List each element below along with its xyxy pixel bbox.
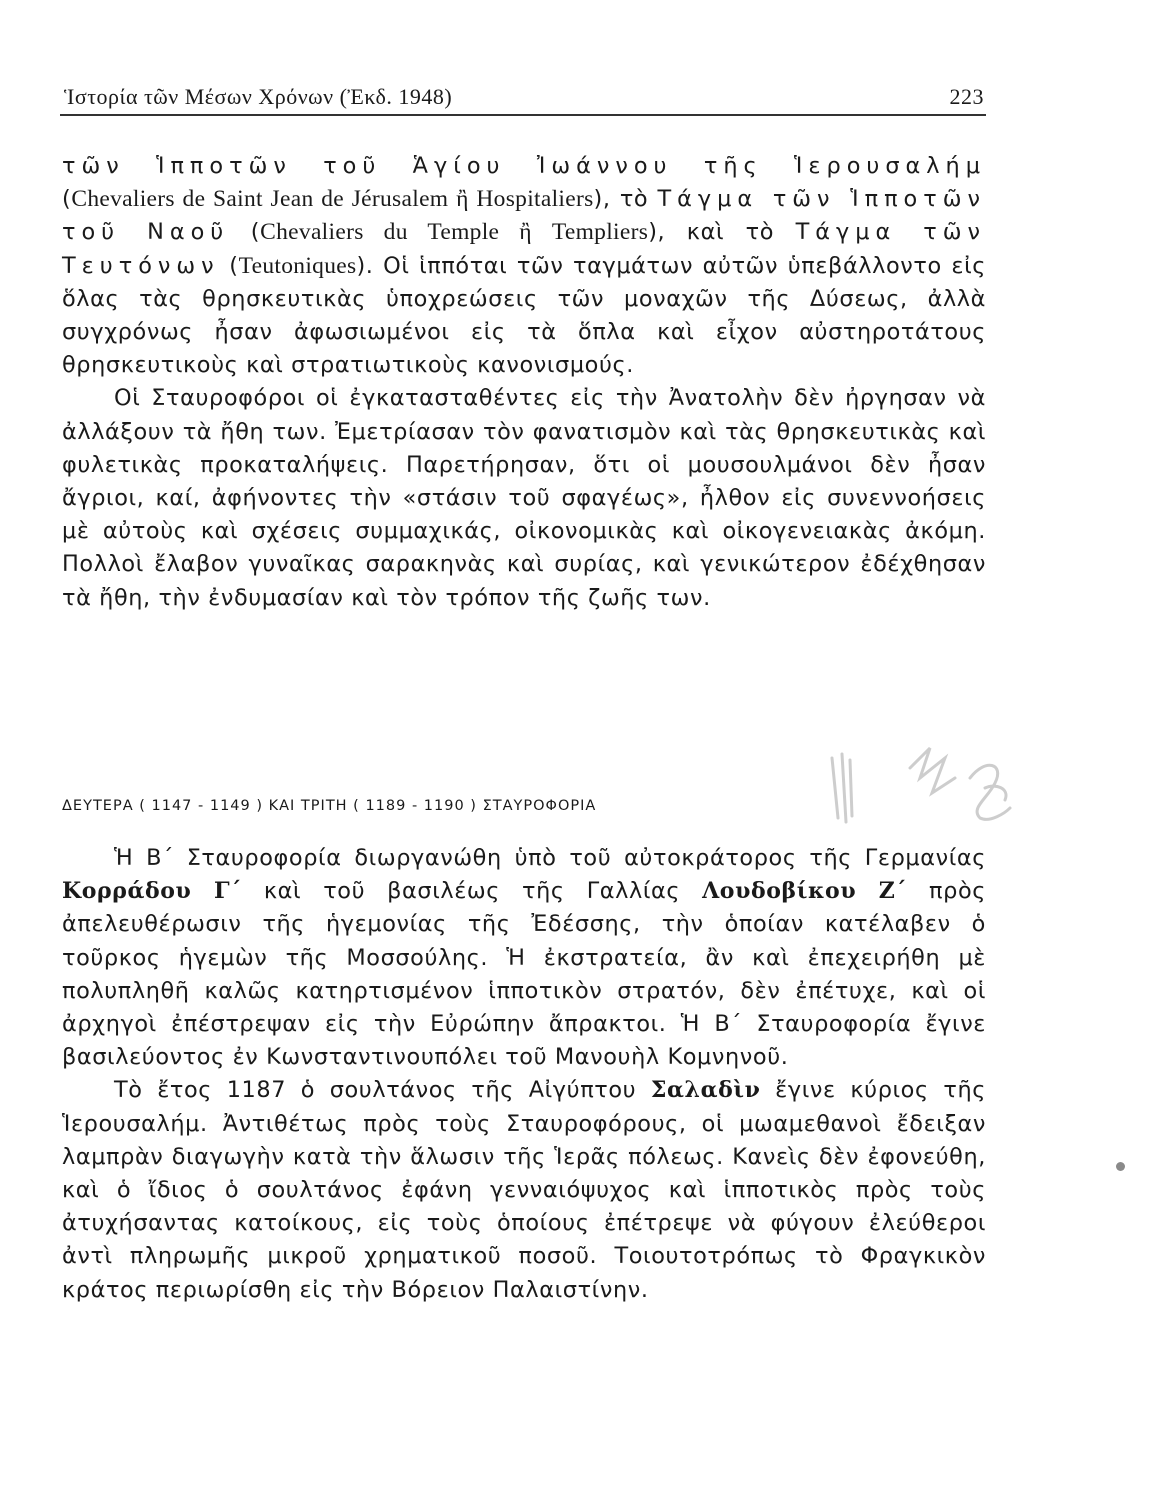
pencil-smudge-mark <box>820 738 1020 828</box>
paragraph-text: πρὸς ἀπελευθέρωσιν τῆς ἡγεμονίας τῆς Ἐδέσσης, τὴν ὁποίαν κατέλαβεν ὁ τοῦρκος ἡγεμὼν τῆς Μοσσούλης. Ἡ ἐκστρατεία, ἂν καὶ ἐπεχειρήθη μὲ πολυπληθῆ καλῶς κατηρτισμένον ἱππoτικὸν στρατόν, δὲν ἐπέτυχε, καὶ οἱ ἀρχηγοὶ ἐπέστρεψαν εἰς τὴν Εὐρώπην ἄπρακτοι. Ἡ Β΄ Σταυροφορία ἔγινε βασιλεύοντος ἐν Κωνσταντινουπόλει τοῦ Μανουὴλ Κομνηνοῦ. <box>62 878 986 1071</box>
section-heading: ΔΕΥΤΕΡΑ ( 1147 - 1149 ) ΚΑΙ ΤΡΙΤΗ ( 1189 - 1190 ) ΣΤΑΥΡΟΦΟΡΙΑ <box>62 798 597 814</box>
page-header <box>60 84 986 116</box>
order-teutonic-greek: Τάγμα τῶν Τευτόνων <box>62 219 986 279</box>
order-hospitallers-french: Chevaliers de Saint Jean de Jérusalem ἢ Hospitaliers <box>71 186 594 213</box>
page-number: 223 <box>949 84 984 109</box>
name-louis: Λουδοβίκου Ζ΄ <box>702 878 908 905</box>
text-block-upper <box>62 150 986 615</box>
order-templars-french: Chevaliers du Temple ἢ Templiers <box>260 219 649 246</box>
paragraph-orders <box>62 150 986 382</box>
paragraph-text: Τὸ ἔτος 1187 ὁ σουλτάνος τῆς Αἰγύπτου <box>114 1077 651 1104</box>
paren-open: ( <box>62 186 72 213</box>
paragraph-second-crusade <box>62 842 986 1074</box>
ink-dot-mark <box>1116 1162 1125 1171</box>
paragraph-text: καὶ τοῦ βασιλέως τῆς Γαλλίας <box>241 878 703 905</box>
paragraph-text: Ἡ Β΄ Σταυροφορία διωργανώθη ὑπὸ τοῦ αὐτοκράτορος τῆς Γερμανίας <box>114 845 986 871</box>
connector-text: ), τὸ <box>593 186 658 213</box>
paragraph-text: ἔγινε κύριος τῆς Ἱερουσαλήμ. Ἀντιθέτως πρὸς τοὺς Σταυροφόρους, οἱ μωαμεθανοὶ ἔδειξαν λαμπρὰν διαγωγὴν κατὰ τὴν ἅλωσιν τῆς Ἱερᾶς πόλεως. Κανεὶς δὲν ἐφονεύθη, καὶ ὁ ἴδιος ὁ σουλτάνος ἐφάνη γενναιόψυχος καὶ ἱπποτικὸς πρὸς τοὺς ἀτυχήσαντας κατοίκους, εἰς τοὺς ὁποίους ἐπέτρεψε νὰ φύγουν ἐλεύθεροι ἀντὶ πληρωμῆς μικροῦ χρηματικοῦ ποσοῦ. Τοιουτοτρόπως τὸ Φραγκικὸν κράτος περιωρίσθη εἰς τὴν Βόρειον Παλαιστίνην. <box>62 1077 986 1303</box>
text-block-lower <box>62 842 986 1307</box>
connector-text: ), καὶ τὸ <box>648 219 796 246</box>
paren-open: ( <box>219 252 239 279</box>
paragraph-text: ). Οἱ ἱππόται τῶν ταγμάτων αὐτῶν ὑπεβάλλοντο εἰς ὅλας τὰς θρησκευτικὰς ὑποχρεώσεις τῶν μοναχῶν τῆς Δύσεως, ἀλλὰ συγχρόνως ἦσαν ἀφωσιωμένοι εἰς τὰ ὅπλα καὶ εἶχον αὐστηροτάτους θρησκευτικοὺς καὶ στρατιωτικοὺς κανονισμούς. <box>62 252 986 379</box>
order-hospitallers-greek: τῶν Ἱπποτῶν τοῦ Ἁγίου Ἰωάννου τῆς Ἱερουσαλήμ <box>62 153 986 179</box>
order-templars-greek: Τάγμα τῶν Ἱπποτῶν τοῦ Ναοῦ <box>62 186 986 246</box>
order-teutonic-french: Teutoniques <box>238 252 357 279</box>
paren-open: ( <box>229 219 261 246</box>
paragraph-saladin <box>62 1074 986 1306</box>
paragraph-crusaders-east: Οἱ Σταυροφόροι οἱ ἐγκατασταθέντες εἰς τὴν Ἀνατολὴν δὲν ἠργησαν νὰ ἀλλάξουν τὰ ἤθη των. Ἐμετρίασαν τὸν φανατισμὸν καὶ τὰς θρησκευτικὰς καὶ φυλετικὰς προκαταλήψεις. Παρετήρησαν, ὅτι οἱ μουσουλμάνοι δὲν ἦσαν ἄγριοι, καί, ἀφήνοντες τὴν «στάσιν τοῦ σφαγέως», ἦλθον εἰς συνεννοήσεις μὲ αὐτοὺς καὶ σχέσεις συμμαχικάς, οἰκονομικὰς καὶ οἰκογενειακὰς ἀκόμη. Πολλοὶ ἔλαβον γυναῖκας σαρακηνὰς καὶ συρίας, καὶ γενικώτερον ἐδέχθησαν τὰ ἤθη, τὴν ἐνδυμασίαν καὶ τὸν τρόπον τῆς ζωῆς των. <box>62 385 986 611</box>
name-saladin: Σαλαδὶν <box>650 1077 761 1104</box>
name-conrad: Κορράδου Γ΄ <box>62 878 242 905</box>
running-title: Ἱστορία τῶν Μέσων Χρόνων (Ἐκδ. 1948) <box>64 84 453 109</box>
